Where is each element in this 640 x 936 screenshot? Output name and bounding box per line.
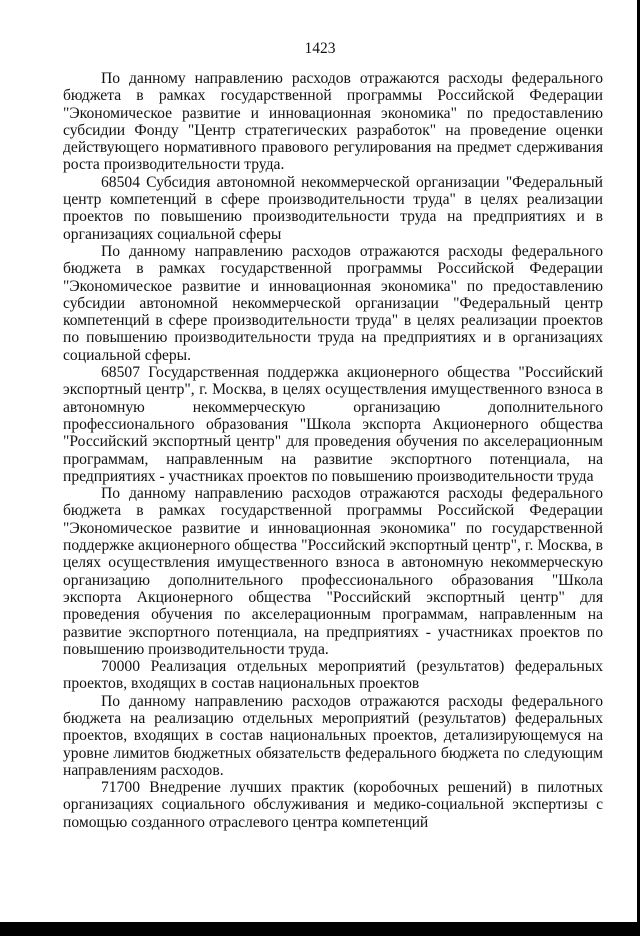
scan-edge-bottom [0, 922, 640, 936]
paragraph-3: По данному направлению расходов отражаются расходы федерального бюджета в рамках государственной программы Российской Федерации "Экономическое развитие и инновационная экономика" по предоставлению субсидии автономной некоммерческой организации "Федеральный центр компетенций в сфере производительности труда" в целях реализации проектов по повышению производительности труда на предприятиях и в организациях социальной сферы. [63, 242, 603, 364]
document-body [63, 70, 603, 831]
paragraph-7: По данному направлению расходов отражаются расходы федерального бюджета на реализацию отдельных мероприятий (результатов) федеральных проектов, входящих в состав национальных проектов, детализирующемуся на уровне лимитов бюджетных обязательств федерального бюджета по следующим направлениям расходов. [63, 692, 603, 779]
page-number: 1423 [304, 40, 336, 57]
paragraph-8: 71700 Внедрение лучших практик (коробочных решений) в пилотных организациях социального обслуживания и медико-социальной экспертизы с помощью созданного отраслевого центра компетенций [63, 779, 603, 831]
paragraph-5: По данному направлению расходов отражаются расходы федерального бюджета в рамках государственной программы Российской Федерации "Экономическое развитие и инновационная экономика" по государственной поддержке акционерного общества "Российский экспортный центр", г. Москва, в целях осуществления имущественного взноса в автономную некоммерческую организацию дополнительного профессионального образования "Школа экспорта Акционерного общества "Российский экспортный центр" для проведения обучения по акселерационным программам, направленным на развитие экспортного потенциала, на предприятиях - участниках проектов по повышению производительности труда. [63, 485, 603, 658]
paragraph-2: 68504 Субсидия автономной некоммерческой организации "Федеральный центр компетенций в сфере производительности труда" в целях реализации проектов по повышению производительности труда на предприятиях и в организациях социальной сферы [63, 173, 603, 243]
paragraph-4: 68507 Государственная поддержка акционерного общества "Российский экспортный центр", г. Москва, в целях осуществления имущественного взноса в автономную некоммерческую организацию дополнительного профессионального образования "Школа экспорта Акционерного общества "Российский экспортный центр" для проведения обучения по акселерационным программам, направленным на развитие экспортного потенциала, на предприятиях - участниках проектов по повышению производительности труда [63, 364, 603, 485]
paragraph-1: По данному направлению расходов отражаются расходы федерального бюджета в рамках государственной программы Российской Федерации "Экономическое развитие и инновационная экономика" по предоставлению субсидии Фонду "Центр стратегических разработок" на проведение оценки действующего нормативного правового регулирования на предмет сдерживания роста производительности труда. [63, 70, 603, 174]
paragraph-6: 70000 Реализация отдельных мероприятий (результатов) федеральных проектов, входящих в состав национальных проектов [63, 658, 603, 693]
